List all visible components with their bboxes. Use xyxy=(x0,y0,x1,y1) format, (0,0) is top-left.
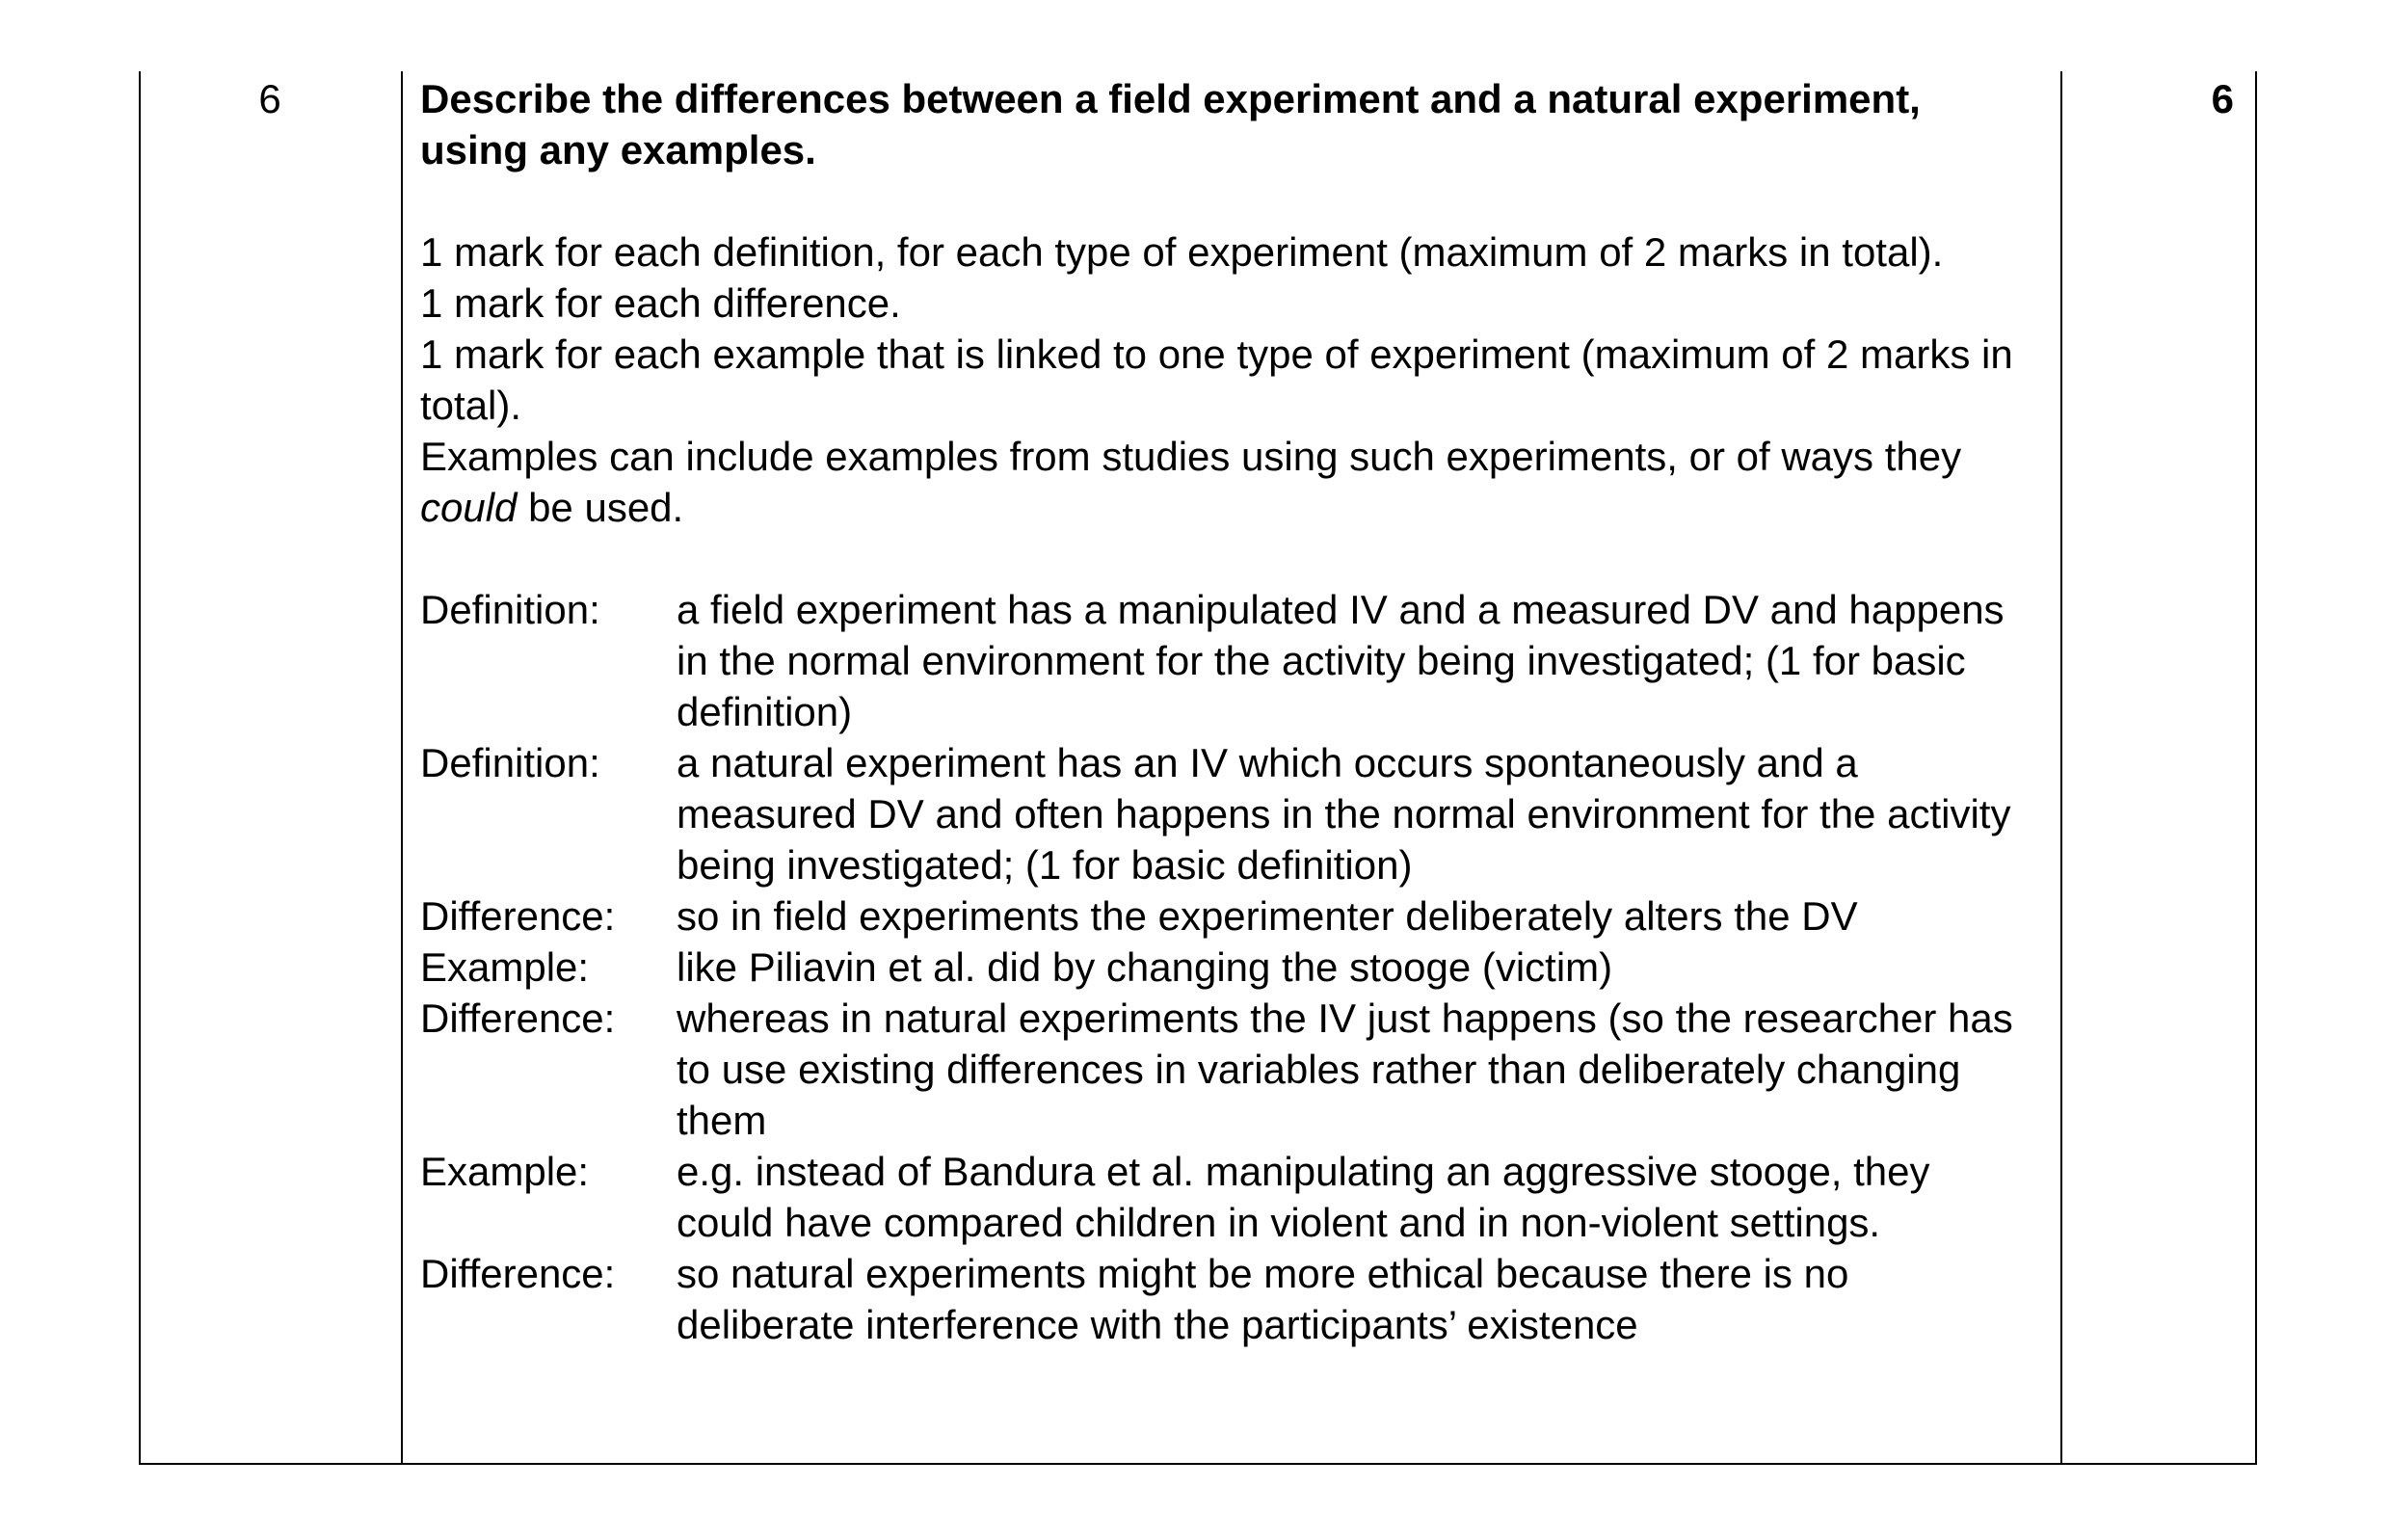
answer-row xyxy=(420,1248,2020,1350)
question-number: 6 xyxy=(258,76,281,121)
answer-label: Difference: xyxy=(420,893,616,939)
answer-row xyxy=(420,737,2020,890)
answer-row xyxy=(420,993,2020,1146)
guidance-line: 1 mark for each example that is linked to one type of experiment (maximum of 2 marks in total). xyxy=(420,332,2013,428)
answer-text: a field experiment has a manipulated IV and a measured DV and happens in the normal environment for the activity being investigated; (1 for basic definition) xyxy=(677,587,2005,734)
marking-guidance xyxy=(420,226,2020,533)
answer-row xyxy=(420,942,2020,993)
answer-cell xyxy=(420,73,2020,1350)
guidance-text: Examples can include examples from studies using such experiments, or of ways they xyxy=(420,434,1962,479)
answer-row xyxy=(420,890,2020,942)
guidance-line: 1 mark for each definition, for each type of experiment (maximum of 2 marks in total). xyxy=(420,229,1944,275)
column-divider xyxy=(2060,71,2062,1463)
guidance-emphasis: could xyxy=(420,485,518,530)
mark-scheme-table xyxy=(139,71,2257,1465)
guidance-text: be used. xyxy=(517,485,684,530)
answer-text: like Piliavin et al. did by changing the stooge (victim) xyxy=(677,944,1613,990)
answer-text: so in field experiments the experimenter deliberately alters the DV xyxy=(677,893,1858,939)
answer-text: a natural experiment has an IV which occurs spontaneously and a measured DV and often happens in the normal environment for the activity being investigated; (1 for basic definition) xyxy=(677,740,2011,888)
question-text: Describe the differences between a field experiment and a natural experiment, using any examples. xyxy=(420,76,1921,173)
indicative-answers xyxy=(420,584,2020,1350)
answer-text: e.g. instead of Bandura et al. manipulating an aggressive stooge, they could have compared children in violent and in non-violent settings. xyxy=(677,1149,1930,1245)
marks-value: 6 xyxy=(2211,76,2234,121)
answer-row xyxy=(420,1146,2020,1248)
answer-text: so natural experiments might be more ethical because there is no deliberate interference with the participants’ existence xyxy=(677,1251,1849,1347)
answer-row xyxy=(420,584,2020,737)
guidance-line xyxy=(420,431,2020,533)
answer-label: Difference: xyxy=(420,996,616,1041)
answer-text: whereas in natural experiments the IV just happens (so the researcher has to use existing differences in variables rather than deliberately changing them xyxy=(677,996,2013,1143)
answer-label: Example: xyxy=(420,944,590,990)
answer-label: Definition: xyxy=(420,740,600,785)
answer-label: Difference: xyxy=(420,1251,616,1296)
column-divider xyxy=(401,71,403,1463)
answer-label: Definition: xyxy=(420,587,600,632)
guidance-line: 1 mark for each difference. xyxy=(420,280,901,326)
answer-label: Example: xyxy=(420,1149,590,1194)
